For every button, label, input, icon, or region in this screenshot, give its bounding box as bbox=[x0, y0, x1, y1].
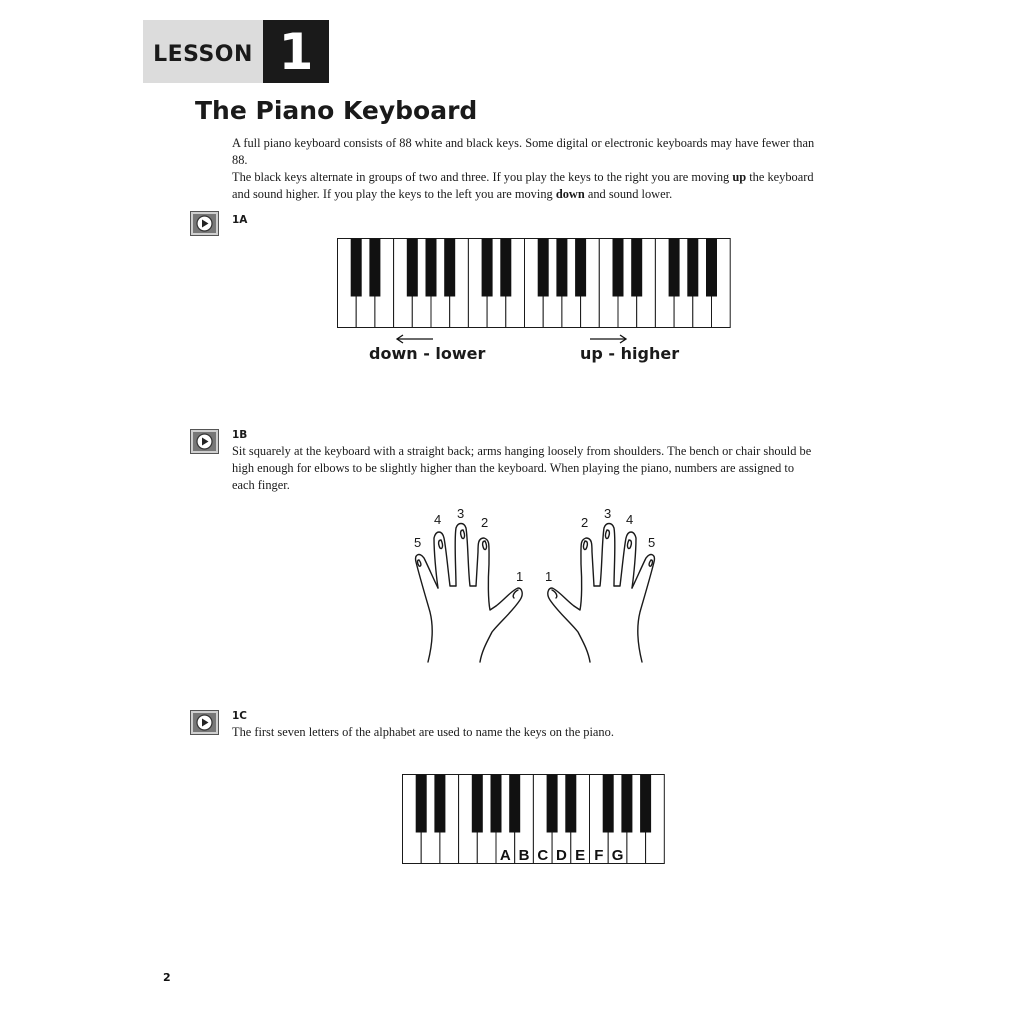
keyboard-diagram-1c bbox=[402, 774, 666, 864]
black-key bbox=[472, 775, 483, 833]
down-lower-label: down - lower bbox=[369, 344, 486, 363]
up-higher-label: up - higher bbox=[580, 344, 680, 363]
section-1b-text: Sit squarely at the keyboard with a straight back; arms hanging loosely from shoulders. The bench or chair should be high enough for elbows to be slightly higher than the keyboard. When playing the piano, numbers are assigned to each finger. bbox=[232, 444, 812, 492]
note-letter: B bbox=[518, 847, 530, 864]
finger-number: 2 bbox=[581, 515, 589, 530]
note-letter: G bbox=[611, 847, 624, 864]
intro-paragraph bbox=[232, 135, 832, 203]
intro-line-2a: The black keys alternate in groups of two and three. If you play the keys to the right you are moving bbox=[232, 170, 733, 184]
black-key bbox=[426, 239, 437, 297]
intro-line-1: A full piano keyboard consists of 88 white and black keys. Some digital or electronic keyboards may have fewer than 88. bbox=[232, 136, 815, 167]
finger-number: 1 bbox=[516, 569, 524, 584]
note-letter: F bbox=[594, 847, 604, 864]
black-key bbox=[509, 775, 520, 833]
finger-number: 5 bbox=[648, 535, 656, 550]
finger-number: 3 bbox=[604, 506, 612, 521]
black-key bbox=[687, 239, 698, 297]
note-letter: A bbox=[499, 847, 511, 864]
left-hand bbox=[416, 524, 523, 663]
right-hand bbox=[548, 524, 655, 663]
intro-up-word: up bbox=[732, 170, 747, 184]
black-key bbox=[547, 775, 558, 833]
lesson-tab bbox=[143, 20, 329, 83]
page-number: 2 bbox=[163, 971, 171, 984]
black-key bbox=[351, 239, 362, 297]
black-key bbox=[575, 239, 586, 297]
black-key bbox=[444, 239, 455, 297]
page-title: The Piano Keyboard bbox=[195, 96, 478, 125]
note-letter: C bbox=[537, 847, 549, 864]
black-key bbox=[434, 775, 445, 833]
black-key bbox=[706, 239, 717, 297]
play-button-icon[interactable] bbox=[190, 211, 219, 236]
black-key bbox=[416, 775, 427, 833]
black-key bbox=[500, 239, 511, 297]
finger-number: 4 bbox=[434, 512, 442, 527]
black-key bbox=[538, 239, 549, 297]
black-key bbox=[565, 775, 576, 833]
play-button-icon[interactable] bbox=[190, 710, 219, 735]
hands-diagram bbox=[400, 500, 670, 670]
keyboard-diagram-1a bbox=[337, 238, 731, 328]
lesson-number: 1 bbox=[263, 20, 329, 83]
black-key bbox=[640, 775, 651, 833]
black-key bbox=[407, 239, 418, 297]
black-key bbox=[669, 239, 680, 297]
section-label-1a: 1A bbox=[232, 214, 248, 226]
finger-number: 4 bbox=[626, 512, 634, 527]
black-key bbox=[369, 239, 380, 297]
section-1c-text: The first seven letters of the alphabet are used to name the keys on the piano. bbox=[232, 725, 614, 739]
section-label-1b: 1B bbox=[232, 429, 248, 441]
black-key bbox=[603, 775, 614, 833]
black-key bbox=[556, 239, 567, 297]
intro-line-3a: and sound higher. If you play the keys to the left you are moving bbox=[232, 187, 556, 201]
note-letter: E bbox=[575, 847, 586, 864]
lesson-word: LESSON bbox=[143, 20, 263, 83]
black-key bbox=[613, 239, 624, 297]
section-label-1c: 1C bbox=[232, 710, 248, 722]
black-key bbox=[491, 775, 502, 833]
note-letter: D bbox=[556, 847, 567, 864]
play-button-icon[interactable] bbox=[190, 429, 219, 454]
intro-line-2c: the keyboard bbox=[746, 170, 814, 184]
black-key bbox=[621, 775, 632, 833]
intro-down-word: down bbox=[555, 187, 585, 201]
black-key bbox=[631, 239, 642, 297]
finger-number: 5 bbox=[414, 535, 422, 550]
finger-number: 1 bbox=[545, 569, 553, 584]
finger-number: 2 bbox=[481, 515, 489, 530]
intro-line-3c: and sound lower. bbox=[584, 187, 673, 201]
black-key bbox=[482, 239, 493, 297]
finger-number: 3 bbox=[457, 506, 465, 521]
